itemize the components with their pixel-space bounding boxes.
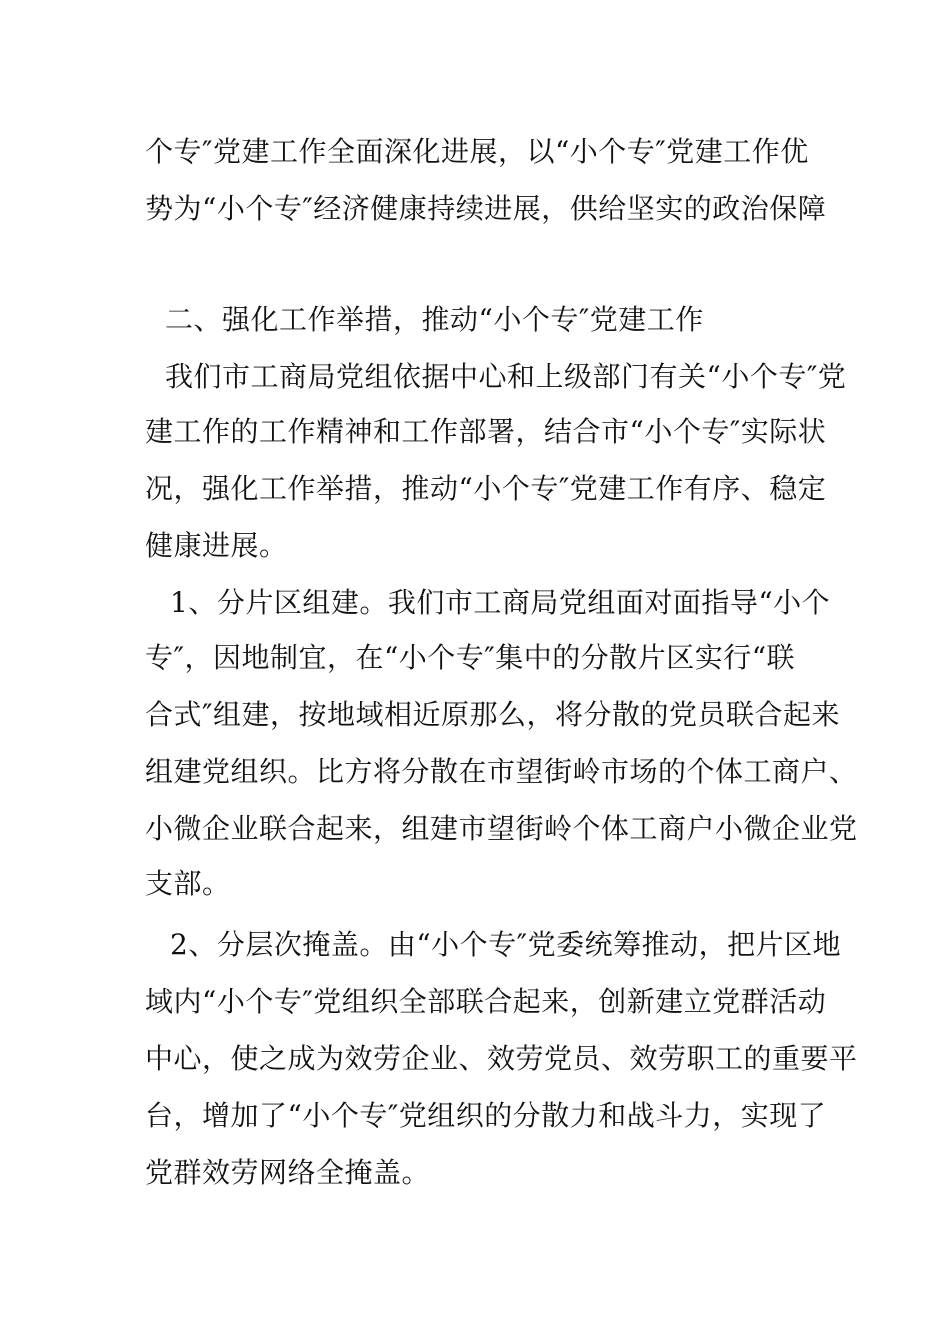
paragraph-line: 支部。 — [145, 867, 231, 900]
paragraph-line: 党群效劳网络全掩盖。 — [145, 1156, 431, 1189]
section-heading: 二、强化工作举措，推动“小个专″党建工作 — [165, 303, 704, 336]
paragraph-line: 域内“小个专″党组织全部联合起来，创新建立党群活动 — [145, 985, 827, 1018]
paragraph-line: 个专″党建工作全面深化进展，以“小个专″党建工作优 — [145, 135, 809, 168]
paragraph-line: 中心，使之成为效劳企业、效劳党员、效劳职工的重要平 — [145, 1042, 858, 1075]
paragraph-line: 建工作的工作精神和工作部署，结合市“小个专″实际状 — [145, 415, 827, 448]
paragraph-line: 台，增加了“小个专″党组织的分散力和战斗力，实现了 — [145, 1099, 827, 1132]
paragraph-line: 我们市工商局党组依据中心和上级部门有关“小个专″党 — [165, 360, 847, 393]
paragraph-line: 组建党组织。比方将分散在市望街岭市场的个体工商户、 — [145, 755, 858, 788]
paragraph-line: 势为“小个专″经济健康持续进展，供给坚实的政治保障 — [145, 192, 827, 225]
list-item-heading: 1、分片区组建。我们市工商局党组面对面指导“小个 — [170, 586, 831, 619]
list-item-heading: 2、分层次掩盖。由“小个专″党委统筹推动，把片区地 — [170, 928, 842, 961]
paragraph-line: 况，强化工作举措，推动“小个专″党建工作有序、稳定 — [145, 472, 827, 505]
paragraph-line: 合式″组建，按地域相近原那么，将分散的党员联合起来 — [145, 698, 840, 731]
paragraph-line: 健康进展。 — [145, 529, 288, 562]
paragraph-line: 专″，因地制宜，在“小个专″集中的分散片区实行“联 — [145, 641, 796, 674]
paragraph-line: 小微企业联合起来，组建市望街岭个体工商户小微企业党 — [145, 812, 858, 845]
